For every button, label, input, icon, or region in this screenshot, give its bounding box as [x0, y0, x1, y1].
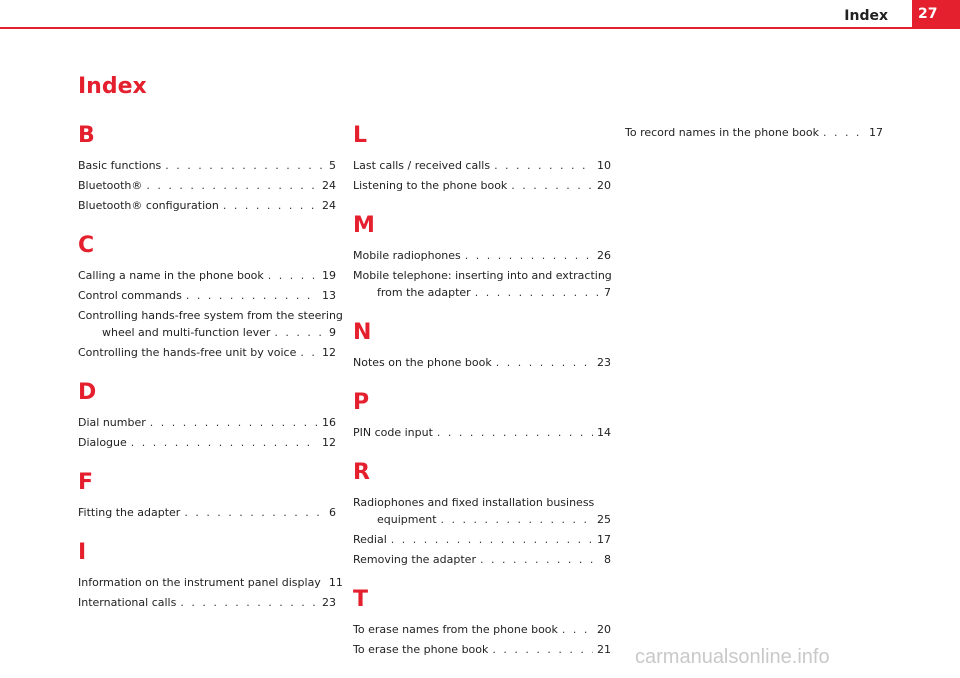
index-entry[interactable]: [353, 621, 611, 638]
index-entry[interactable]: [78, 197, 336, 214]
index-column-1: [78, 118, 343, 625]
entry-label-continued: from the adapter: [377, 286, 471, 299]
entry-label: Controlling the hands-free unit by voice: [78, 346, 297, 359]
entry-label: Fitting the adapter: [78, 506, 181, 519]
entry-page-number: 21: [597, 643, 611, 656]
index-section: [353, 582, 611, 658]
dot-leader: [131, 434, 318, 451]
entry-label: Control commands: [78, 289, 182, 302]
dot-leader: [823, 124, 865, 141]
section-letter: R: [353, 460, 370, 485]
entry-page-number: 20: [597, 623, 611, 636]
index-entry[interactable]: [78, 267, 336, 284]
section-letter: P: [353, 390, 370, 415]
entry-label: Mobile telephone: inserting into and extracting: [353, 269, 612, 282]
index-section: [353, 455, 611, 568]
index-entry[interactable]: [353, 157, 611, 174]
page-number: 27: [918, 6, 938, 22]
entry-label: Radiophones and fixed installation business: [353, 496, 595, 509]
dot-leader: [562, 621, 593, 638]
header-rule: [0, 27, 960, 29]
entry-label-continued: wheel and multi-function lever: [102, 326, 271, 339]
dot-leader: [494, 157, 593, 174]
index-entry[interactable]: [353, 267, 611, 301]
dot-leader: [496, 354, 593, 371]
entry-page-number: 17: [869, 126, 883, 139]
index-entry[interactable]: [353, 531, 611, 548]
entry-label: Bluetooth®: [78, 179, 143, 192]
dot-leader: [480, 551, 600, 568]
watermark: carmanualsonline.info: [635, 646, 830, 668]
section-letter: C: [78, 233, 95, 258]
index-entry[interactable]: [78, 157, 336, 174]
dot-leader: [492, 641, 593, 658]
entry-page-number: 12: [322, 346, 336, 359]
entry-label: Mobile radiophones: [353, 249, 461, 262]
index-entry[interactable]: [353, 247, 611, 264]
entry-page-number: 13: [322, 289, 336, 302]
dot-leader: [511, 177, 593, 194]
index-section: [78, 535, 343, 611]
dot-leader: [465, 247, 593, 264]
index-entry[interactable]: [78, 434, 336, 451]
index-section: [353, 385, 611, 441]
section-letter: T: [353, 587, 369, 612]
index-entry[interactable]: [353, 494, 611, 528]
index-section: [78, 118, 336, 214]
entry-page-number: 23: [322, 596, 336, 609]
entry-page-number: 24: [322, 179, 336, 192]
section-letter: B: [78, 123, 95, 148]
entry-page-number: 19: [322, 269, 336, 282]
dot-leader: [180, 594, 318, 611]
index-entry[interactable]: [78, 574, 343, 591]
dot-leader: [391, 531, 593, 548]
dot-leader: [268, 267, 318, 284]
entry-label: To record names in the phone book: [625, 126, 819, 139]
index-column-2: [353, 118, 611, 672]
section-letter: L: [353, 123, 368, 148]
index-section: [78, 375, 336, 451]
dot-leader: [475, 284, 600, 301]
entry-page-number: 26: [597, 249, 611, 262]
dot-leader: [300, 344, 318, 361]
dot-leader: [223, 197, 318, 214]
index-entry[interactable]: [353, 424, 611, 441]
page-title: Index: [78, 74, 147, 99]
entry-label: Redial: [353, 533, 387, 546]
dot-leader: [184, 504, 325, 521]
entry-label: Last calls / received calls: [353, 159, 491, 172]
entry-page-number: 24: [322, 199, 336, 212]
entry-label: Listening to the phone book: [353, 179, 508, 192]
entry-page-number: 9: [329, 326, 336, 339]
entry-label: Bluetooth® configuration: [78, 199, 219, 212]
entry-label: To erase the phone book: [353, 643, 489, 656]
page-number-box: [912, 0, 960, 29]
entry-label: Removing the adapter: [353, 553, 476, 566]
section-letter: F: [78, 470, 94, 495]
entry-page-number: 7: [604, 286, 611, 299]
entry-label: International calls: [78, 596, 177, 609]
index-entry[interactable]: [353, 641, 611, 658]
dot-leader: [186, 287, 318, 304]
index-entry[interactable]: [353, 551, 611, 568]
entry-label: PIN code input: [353, 426, 433, 439]
entry-label: Calling a name in the phone book: [78, 269, 264, 282]
entry-label: Information on the instrument panel display: [78, 576, 321, 589]
entry-page-number: 23: [597, 356, 611, 369]
index-entry[interactable]: [78, 594, 336, 611]
index-entry[interactable]: [353, 177, 611, 194]
index-section: [353, 118, 611, 194]
entry-page-number: 10: [597, 159, 611, 172]
section-letter: I: [78, 540, 87, 565]
entry-page-number: 5: [329, 159, 336, 172]
dot-leader: [441, 511, 593, 528]
entry-label: Controlling hands-free system from the steering: [78, 309, 343, 322]
index-section: [353, 208, 611, 301]
entry-label-continued: equipment: [377, 513, 437, 526]
entry-label: Dialogue: [78, 436, 127, 449]
entry-page-number: 17: [597, 533, 611, 546]
entry-page-number: 6: [329, 506, 336, 519]
section-letter: D: [78, 380, 97, 405]
entry-label: Notes on the phone book: [353, 356, 492, 369]
section-letter: M: [353, 213, 375, 238]
entry-label: To erase names from the phone book: [353, 623, 558, 636]
index-entry[interactable]: [78, 414, 336, 431]
index-entry[interactable]: [78, 504, 336, 521]
index-section: [625, 124, 883, 141]
entry-page-number: 11: [328, 576, 343, 589]
dot-leader: [150, 414, 318, 431]
entry-label: Basic functions: [78, 159, 162, 172]
index-section: [78, 465, 336, 521]
index-section: [353, 315, 611, 371]
entry-page-number: 8: [604, 553, 611, 566]
entry-page-number: 16: [322, 416, 336, 429]
index-section: [78, 228, 343, 361]
index-entry[interactable]: [78, 177, 336, 194]
dot-leader: [274, 324, 325, 341]
dot-leader: [165, 157, 325, 174]
entry-page-number: 25: [597, 513, 611, 526]
index-column-3: [625, 124, 883, 155]
entry-page-number: 12: [322, 436, 336, 449]
index-entry[interactable]: [353, 354, 611, 371]
index-entry[interactable]: [78, 287, 336, 304]
entry-label: Dial number: [78, 416, 146, 429]
entry-page-number: 20: [597, 179, 611, 192]
dot-leader: [437, 424, 593, 441]
header-title: Index: [844, 8, 888, 24]
section-letter: N: [353, 320, 372, 345]
dot-leader: [146, 177, 318, 194]
index-entry[interactable]: [78, 344, 336, 361]
entry-page-number: 14: [597, 426, 611, 439]
index-entry[interactable]: [78, 307, 343, 341]
index-entry[interactable]: [625, 124, 883, 141]
